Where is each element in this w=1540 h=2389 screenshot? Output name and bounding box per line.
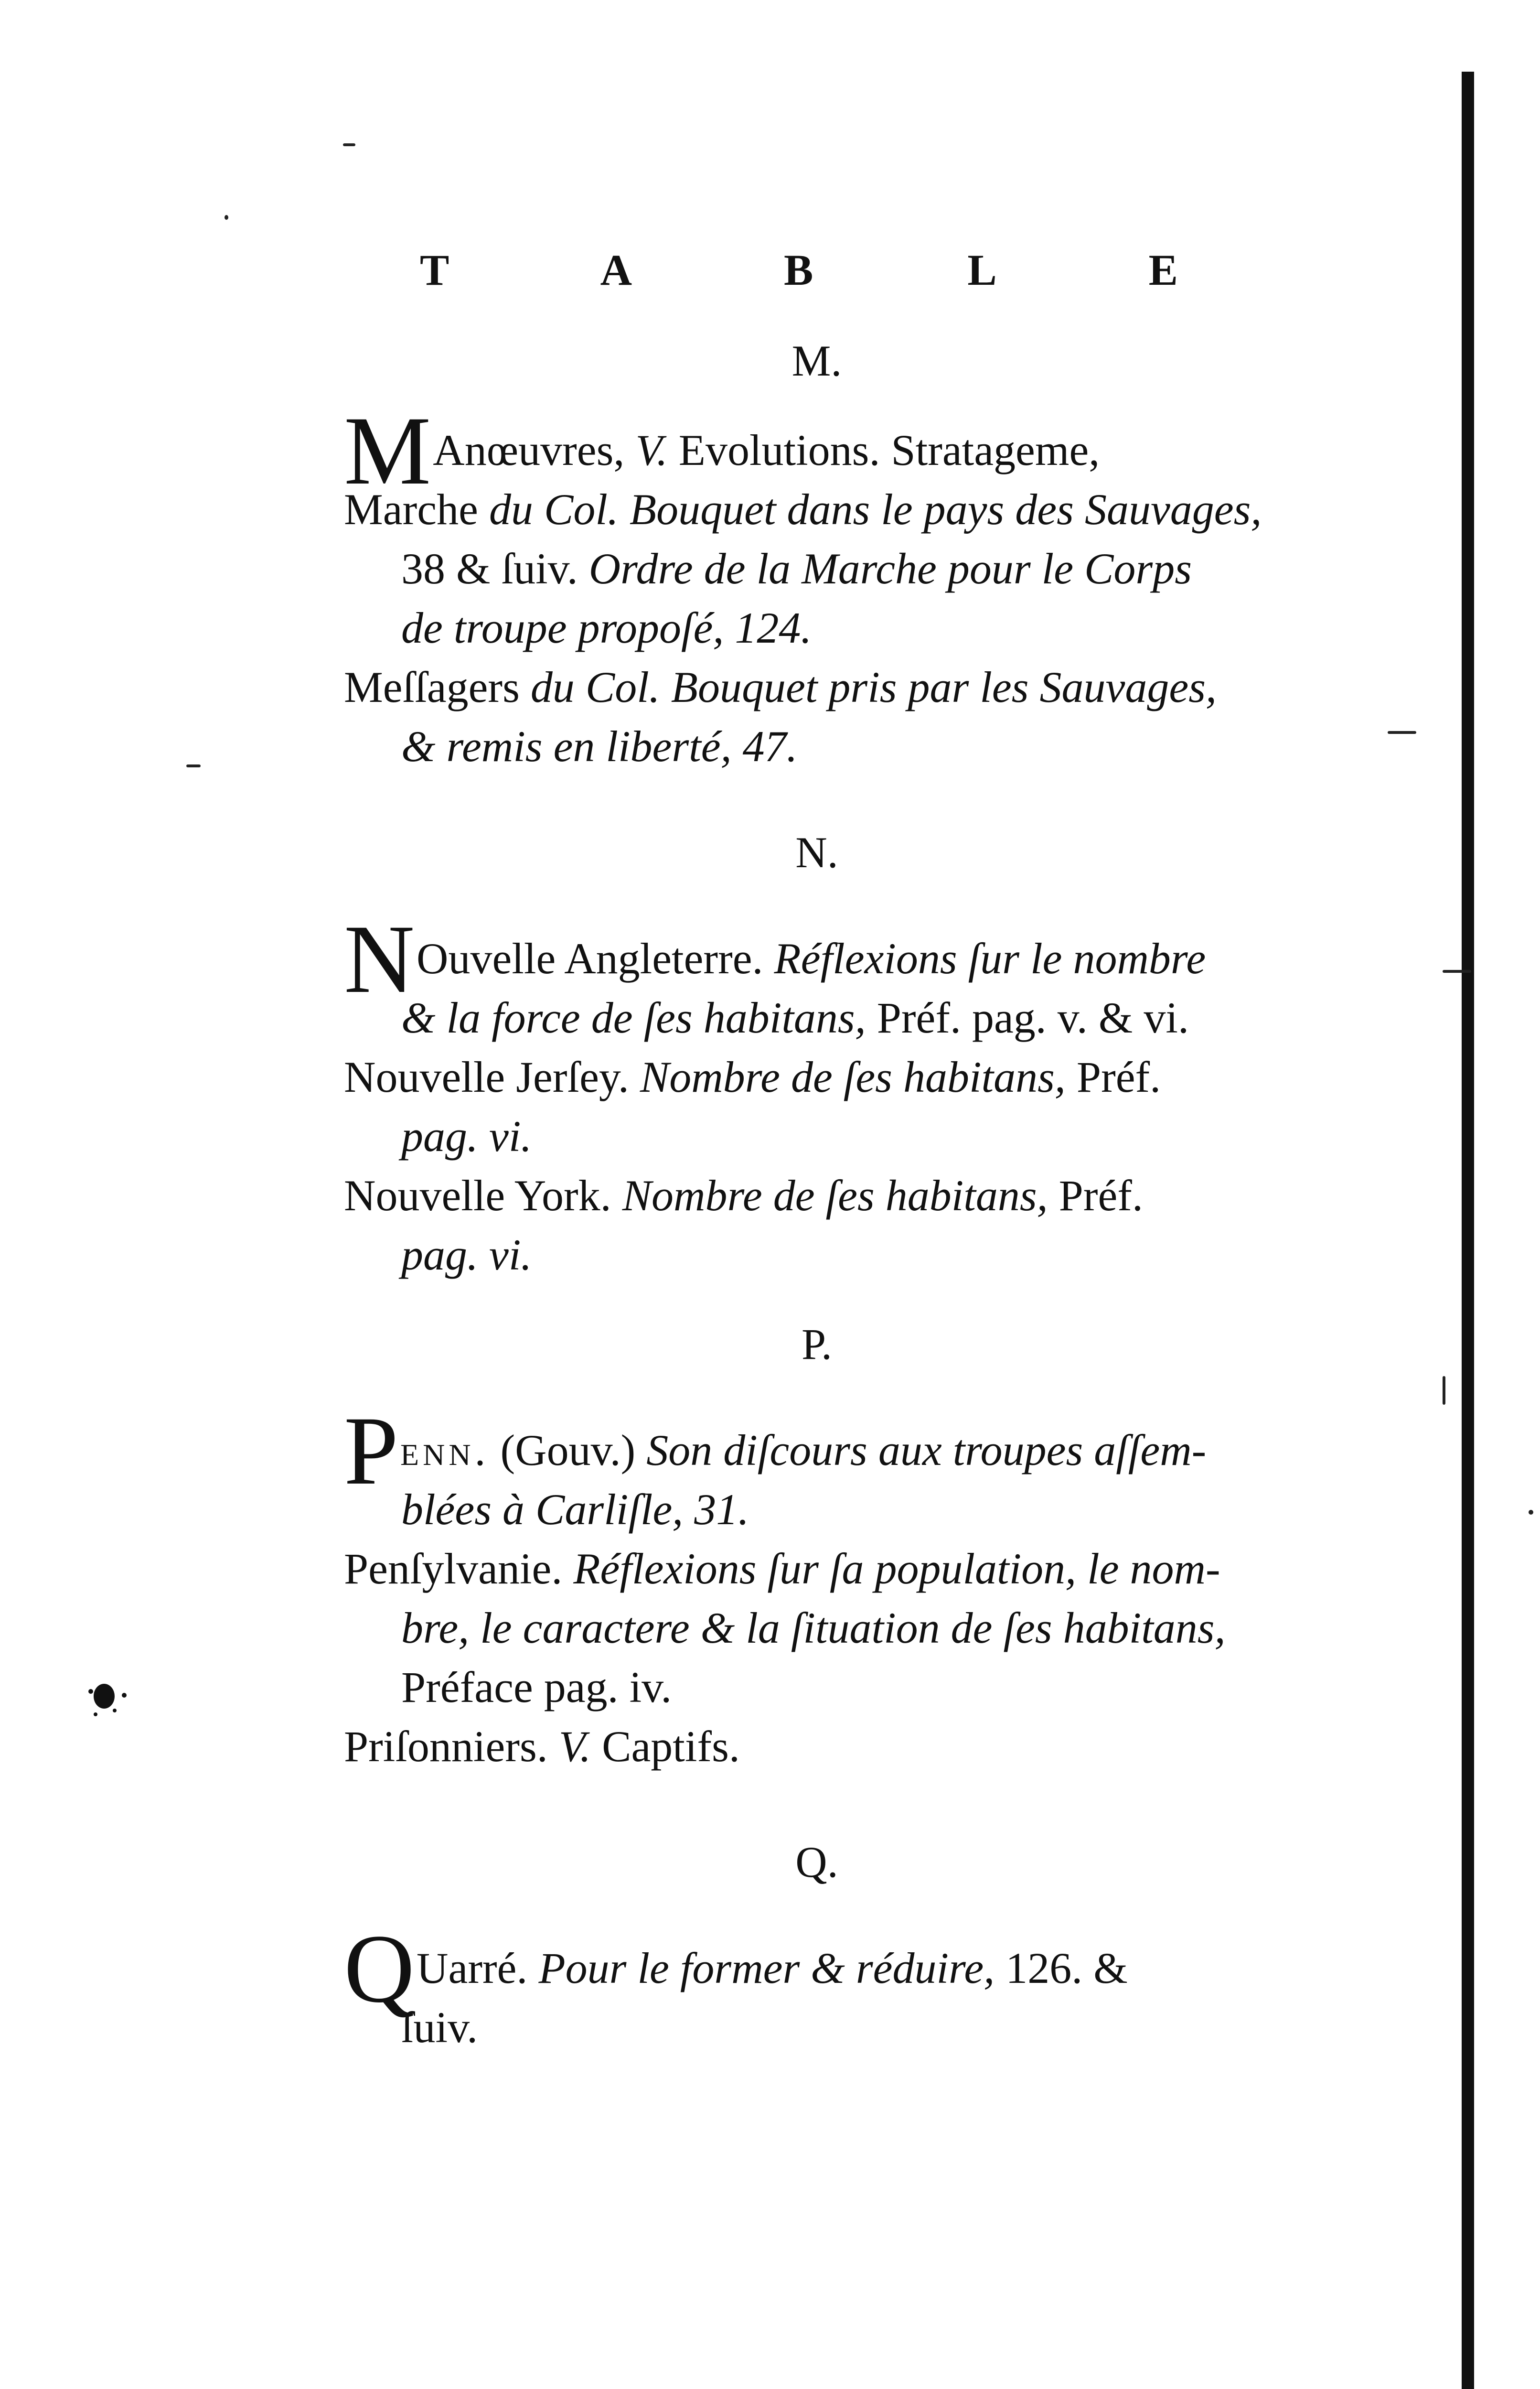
entry-headword: Priſonniers. <box>344 1722 559 1771</box>
page-title: T A B L E <box>419 246 1250 294</box>
index-entry-nouvelle-york <box>344 1166 1290 1284</box>
binding-edge <box>1462 72 1474 2389</box>
entry-text: & la force de ſes habitans, <box>401 993 866 1042</box>
entry-text: Nombre de ſes habitans, <box>622 1171 1048 1220</box>
entry-text: pag. vi. <box>401 1112 532 1161</box>
print-speck <box>186 764 201 767</box>
entry-text: Préf. <box>1048 1171 1143 1220</box>
entry-see-reference: V. <box>635 426 668 474</box>
section-letter-m: M. <box>791 336 842 385</box>
entry-text: de troupe propoſé, 124. <box>401 603 812 652</box>
entry-see-reference: V. <box>558 1722 591 1771</box>
entry-headword: Meſſagers <box>344 663 531 711</box>
entry-text: pag. vi. <box>401 1230 532 1279</box>
entry-text: Préf. <box>1065 1053 1161 1101</box>
entry-headword: Nouvelle Jerſey. <box>344 1053 640 1101</box>
entry-headword: Penſylvanie. <box>344 1544 574 1593</box>
index-entry-quarre <box>344 1915 1290 2057</box>
entry-lead: enn. <box>400 1426 490 1474</box>
entry-text: & remis en liberté, 47. <box>401 722 798 771</box>
entry-text: Son diſcours aux troupes aſſem- <box>646 1426 1207 1474</box>
entry-text: Ordre de la Marche pour le Corps <box>588 544 1192 593</box>
entry-lead: Anœuvres, <box>433 426 636 474</box>
index-entry-nouvelle-jersey <box>344 1047 1290 1166</box>
dropcap-p: P <box>344 1397 399 1505</box>
entry-text: Evolutions. Stratageme, <box>667 426 1100 474</box>
entry-text: du Col. Bouquet pris par les Sauvages, <box>530 663 1217 711</box>
print-speck <box>343 143 355 146</box>
entry-text: Nombre de ſes habitans, <box>640 1053 1066 1101</box>
index-entry-nouvelle-angleterre <box>344 905 1290 1047</box>
entry-text: du Col. Bouquet dans le pays des Sauvages, <box>489 485 1262 534</box>
index-entry-penn <box>344 1397 1290 1539</box>
section-letter-p: P. <box>802 1320 832 1368</box>
print-speck <box>225 215 228 220</box>
entry-text: blées à Carliſle, 31. <box>401 1485 749 1534</box>
index-entry-prisonniers <box>344 1717 1290 1776</box>
print-speck <box>1443 1376 1445 1405</box>
entry-text: Pour le former & réduire, <box>538 1944 995 1992</box>
print-speck <box>1529 1510 1533 1515</box>
index-entry-marche <box>344 480 1290 657</box>
ink-smudge <box>81 1677 134 1720</box>
index-entry-messagers <box>344 657 1290 776</box>
print-speck <box>1388 731 1416 734</box>
index-table <box>344 239 1290 2057</box>
entry-headword: Marche <box>344 485 489 534</box>
entry-text: Réflexions ſur le nombre <box>774 934 1206 983</box>
entry-text: bre, le caractere & la ſituation de ſes habitans, <box>401 1603 1226 1652</box>
section-letter-q: Q. <box>795 1838 838 1886</box>
entry-text: Préface pag. iv. <box>401 1663 672 1711</box>
dropcap-n: N <box>344 905 415 1013</box>
index-entry-manoeuvres <box>344 397 1290 505</box>
dropcap-m: M <box>344 397 431 505</box>
entry-text: 38 & ſuiv. <box>401 544 589 593</box>
print-speck <box>1443 970 1471 973</box>
dropcap-q: Q <box>344 1915 415 2023</box>
entry-text: (Gouv.) <box>489 1426 647 1474</box>
entry-text: 126. & <box>995 1944 1128 1992</box>
entry-headword: Nouvelle York. <box>344 1171 622 1220</box>
index-entry-pensylvanie <box>344 1539 1290 1717</box>
entry-text: Préf. pag. v. & vi. <box>866 993 1189 1042</box>
entry-text: Captifs. <box>591 1722 740 1771</box>
section-letter-n: N. <box>795 828 838 877</box>
entry-lead: Uarré. <box>417 1944 539 1992</box>
entry-text: ſuiv. <box>401 2003 478 2052</box>
entry-lead: Ouvelle Angleterre. <box>417 934 774 983</box>
entry-text: Réflexions ſur ſa population, le nom- <box>573 1544 1220 1593</box>
